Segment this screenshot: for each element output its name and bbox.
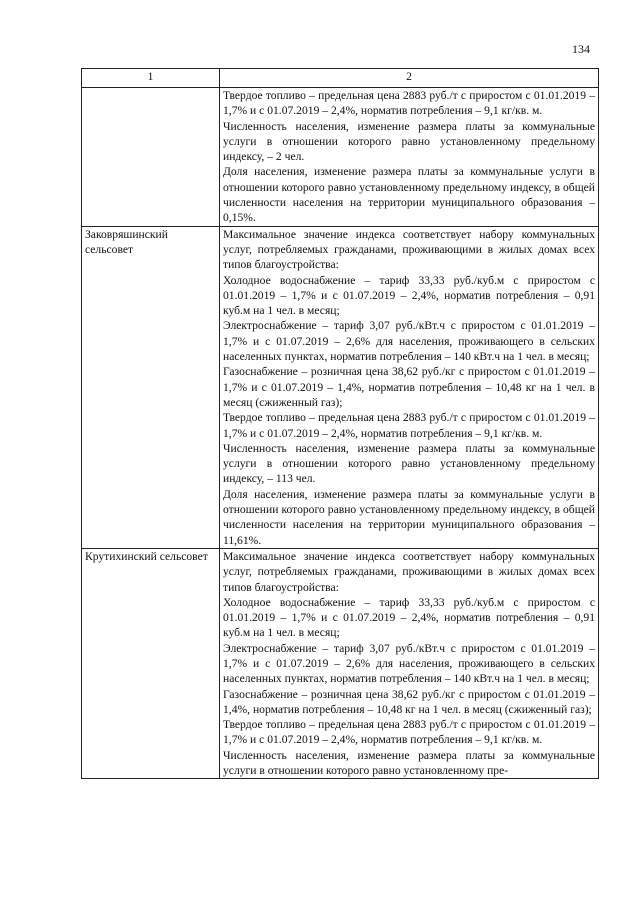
- index-description-cell: [220, 88, 599, 227]
- table-header-row: [82, 69, 599, 88]
- column-header-1: 1: [82, 69, 220, 88]
- paragraph: Электроснабжение – тариф 3,07 руб./кВт.ч с приростом с 01.01.2019 – 1,7% и с 01.07.2019 – 2,6% для населения, проживающего в сельских населенных пунктах, норматив потребления – 140 кВт.ч на 1 чел. в месяц;: [223, 319, 595, 364]
- municipality-name-cell: Заковряшинский сельсовет: [82, 226, 220, 548]
- page-number: 134: [572, 42, 590, 56]
- paragraph: Максимальное значение индекса соответствует набору коммунальных услуг, потребляемых гражданами, проживающими в жилых домах всех типов благоустройства:: [223, 227, 595, 272]
- index-description-cell: [220, 226, 599, 548]
- paragraph: Численность населения, изменение размера платы за коммунальные услуги в отношении которого равно установленному предельному индексу, – 113 чел.: [223, 441, 595, 486]
- paragraph: Холодное водоснабжение – тариф 33,33 руб./куб.м с приростом с 01.01.2019 – 1,7% и с 01.07.2019 – 2,4%, норматив потребления – 0,91 куб.м на 1 чел. в месяц;: [223, 273, 595, 318]
- paragraph: Газоснабжение – розничная цена 38,62 руб./кг с приростом с 01.01.2019 – 1,7% и с 01.07.2019 – 1,4%, норматив потребления – 10,48 кг на 1 чел. в месяц (сжиженный газ);: [223, 365, 595, 409]
- index-description-cell: [220, 548, 599, 778]
- municipal-index-table: [81, 68, 599, 779]
- paragraph: Газоснабжение – розничная цена 38,62 руб./кг с приростом с 01.01.2019 – 1,4%, норматив потребления – 10,48 кг на 1 чел. в месяц (сжиженный газ);: [223, 687, 595, 716]
- paragraph: Твердое топливо – предельная цена 2883 руб./т с приростом с 01.01.2019 – 1,7% и с 01.07.2019 – 2,4%, норматив потребления – 9,1 кг/кв. м.: [223, 89, 595, 118]
- column-header-2: 2: [220, 69, 599, 88]
- paragraph: Максимальное значение индекса соответствует набору коммунальных услуг, потребляемых гражданами, проживающими в жилых домах всех типов благоустройства:: [223, 549, 595, 594]
- paragraph: Доля населения, изменение размера платы за коммунальные услуги в отношении которого равно установленному предельному индексу, в общей численности населения на территории муниципального образования – 0,15%.: [223, 165, 595, 225]
- table-row: [82, 226, 599, 548]
- table-row: [82, 88, 599, 227]
- municipality-name-cell: [82, 88, 220, 227]
- paragraph: Твердое топливо – предельная цена 2883 руб./т с приростом с 01.01.2019 – 1,7% и с 01.07.2019 – 2,4%, норматив потребления – 9,1 кг/кв. м.: [223, 411, 595, 440]
- table-row: [82, 548, 599, 778]
- paragraph: Холодное водоснабжение – тариф 33,33 руб./куб.м с приростом с 01.01.2019 – 1,7% и с 01.07.2019 – 2,4%, норматив потребления – 0,91 куб.м на 1 чел. в месяц;: [223, 595, 595, 640]
- paragraph: Численность населения, изменение размера платы за коммунальные услуги в отношении которого равно установленному предельному индексу, – 2 чел.: [223, 119, 595, 164]
- paragraph: Численность населения, изменение размера платы за коммунальные услуги в отношении которого равно установленному пре-: [223, 748, 595, 778]
- paragraph: Электроснабжение – тариф 3,07 руб./кВт.ч с приростом с 01.01.2019 – 1,7% и с 01.07.2019 – 2,6% для населения, проживающего в сельских населенных пунктах, норматив потребления – 140 кВт.ч на 1 чел. в месяц;: [223, 641, 595, 686]
- paragraph: Твердое топливо – предельная цена 2883 руб./т с приростом с 01.01.2019 – 1,7% и с 01.07.2019 – 2,4%, норматив потребления – 9,1 кг/кв. м.: [223, 718, 595, 747]
- paragraph: Доля населения, изменение размера платы за коммунальные услуги в отношении которого равно установленному предельному индексу, в общей численности населения на территории муниципального образования – 11,61%.: [223, 487, 595, 547]
- municipality-name-cell: Крутихинский сельсовет: [82, 548, 220, 778]
